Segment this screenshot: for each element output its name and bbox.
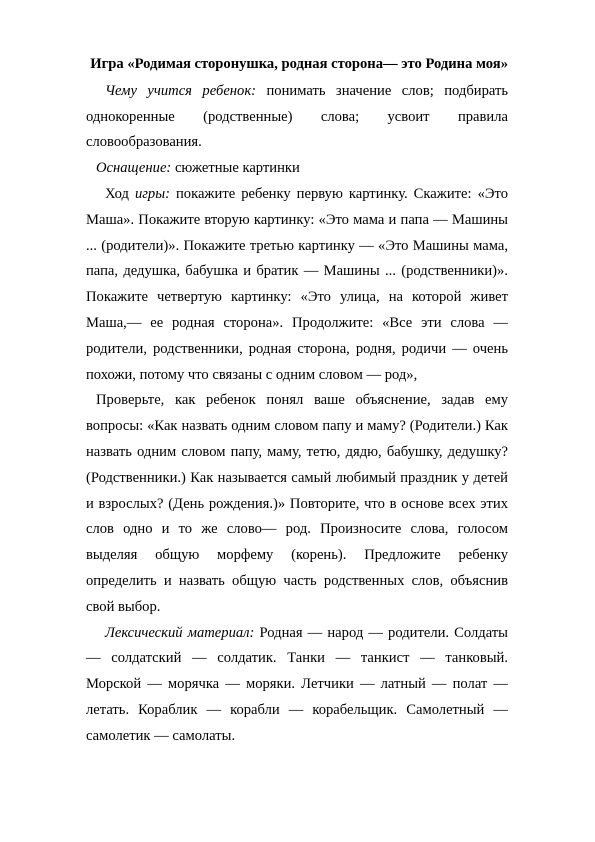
text-game-procedure: покажите ребенку первую картинку. Скажите: «Это Маша». Покажите вторую картинку: «Это мама и папа — Машины ... (родители)». Покажите третью картинку — «Это Машины мама, папа, дедушка, бабушка и братик — Машины ... (родственники)». Покажите четвертую картинку: «Это улица, на которой живет Маша,— ее родная сторона». Продолжите: «Все эти слова — родители, родственники, родная сторона, родня, родичи — очень похожи, потому что связаны с одним словом — род», [86, 185, 508, 383]
paragraph-equipment [86, 156, 508, 182]
paragraph-learning-goals [86, 79, 508, 156]
label-lexical-material: Лексический материал: [105, 624, 255, 641]
paragraph-game-procedure [86, 182, 508, 388]
label-learning-goals: Чему учится ребенок: [105, 82, 257, 99]
text-check-understanding: Проверьте, как ребенок понял ваше объяснение, задав ему вопросы: «Как назвать одним словом папу и маму? (Родители.) Как назвать одним словом папу, маму, тетю, дядю, бабушку, дедушку? (Родственники.) Как называется самый любимый праздник у детей и взрослых? (День рождения.)» Повторите, что в основе всех этих слов одно и то же слово— род. Произносите слова, голосом выделяя общую морфему (корень). Предложите ребенку определить и назвать общую часть родственных слов, объяснив свой выбор. [86, 392, 508, 615]
text-lexical-material: Родная — народ — родители. Солдаты — солдатский — солдатик. Танки — танкист — танковый. Морской — морячка — моряки. Летчики — латный — полат — летать. Кораблик — корабли — корабельщик. Самолетный — самолетик — самолаты. [86, 624, 508, 744]
paragraph-check-understanding [86, 388, 508, 620]
label-game-procedure: игры: [134, 185, 170, 202]
text-equipment: сюжетные картинки [171, 160, 300, 177]
label-equipment: Оснащение: [96, 160, 172, 177]
paragraph-lexical-material [86, 621, 508, 750]
document-content [86, 52, 508, 750]
label-prefix-game-procedure: Ход [105, 185, 135, 202]
text-learning-goals: понимать значение слов; подбирать однокоренные (родственные) слова; усвоит правила словообразования. [86, 82, 508, 151]
document-title: Игра «Родимая сторонушка, родная сторона— это Родина моя» [90, 56, 508, 72]
